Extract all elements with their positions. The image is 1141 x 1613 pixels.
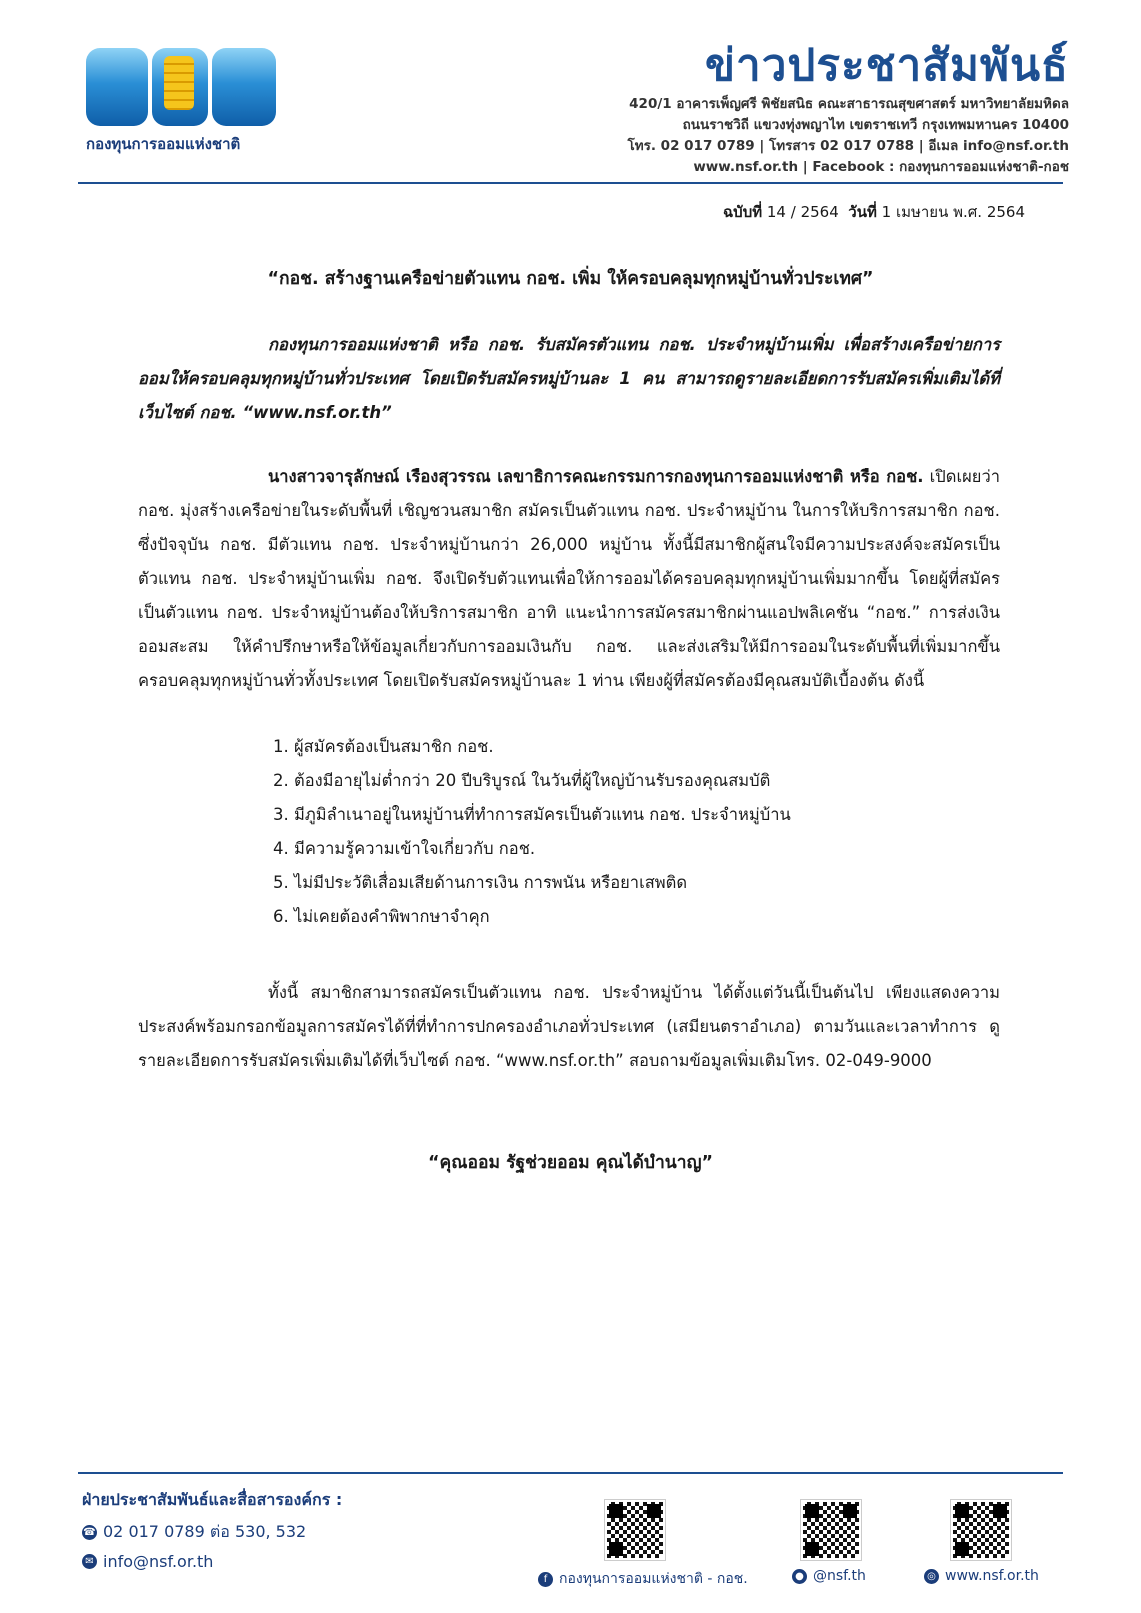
headline: “กอช. สร้างฐานเครือข่ายตัวแทน กอช. เพิ่ม ให้ครอบคลุมทุกหมู่บ้านทั่วประเทศ” xyxy=(267,269,874,289)
list-item: 5. ไม่มีประวัติเสื่อมเสียด้านการเงิน การพนัน หรือยาเสพติด xyxy=(273,873,688,892)
facebook-icon: f xyxy=(538,1572,553,1587)
issue-info xyxy=(723,200,1025,224)
issue-no-label: ฉบับที่ xyxy=(722,203,763,221)
line-caption-text: @nsf.th xyxy=(813,1568,866,1584)
issue-number: 14 / 2564 xyxy=(766,203,839,221)
issue-date: 1 เมษายน พ.ศ. 2564 xyxy=(881,203,1025,221)
list-item: 3. มีภูมิลำเนาอยู่ในหมู่บ้านที่ทำการสมัครเป็นตัวแทน กอช. ประจำหมู่บ้าน xyxy=(273,805,791,824)
nsf-logo xyxy=(86,48,286,153)
facebook-caption xyxy=(538,1568,748,1590)
web-line: www.nsf.or.th | Facebook : กองทุนการออมแห่งชาติ-กอช xyxy=(693,159,1069,175)
email-icon: ✉ xyxy=(82,1554,97,1569)
line-caption xyxy=(792,1568,866,1584)
issue-date-label: วันที่ xyxy=(848,203,877,221)
globe-icon: ◎ xyxy=(924,1569,939,1584)
list-item: 6. ไม่เคยต้องคำพิพากษาจำคุก xyxy=(273,907,490,926)
closing-paragraph: ทั้งนี้ สมาชิกสามารถสมัครเป็นตัวแทน กอช. ประจำหมู่บ้าน ได้ตั้งแต่วันนี้เป็นต้นไป เพียงแสดงความประสงค์พร้อมกรอกข้อมูลการสมัครได้ที่ที่ทำการปกครองอำเภอทั่วประเทศ (เสมียนตราอำเภอ) ตามวันและเวลาทำการ ดูรายละเอียดการรับสมัครเพิ่มเติมได้ที่เว็บไซต์ กอช. “www.nsf.or.th” สอบถามข้อมูลเพิ่มเติมโทร. 02-049-9000 xyxy=(138,983,1000,1070)
list-item: 1. ผู้สมัครต้องเป็นสมาชิก กอช. xyxy=(273,737,494,756)
qualification-list xyxy=(273,730,791,934)
list-item: 4. มีความรู้ความเข้าใจเกี่ยวกับ กอช. xyxy=(273,839,536,858)
header-divider xyxy=(78,182,1063,184)
line-icon: ● xyxy=(792,1569,807,1584)
lead-paragraph: กองทุนการออมแห่งชาติ หรือ กอช. รับสมัครตัวแทน กอช. ประจำหมู่บ้านเพิ่ม เพื่อสร้างเครือข่ายการออมให้ครอบคลุมทุกหมู่บ้านทั่วประเทศ โดยเปิดรับสมัครหมู่บ้านละ 1 คน สามารถดูรายละเอียดการรับสมัครเพิ่มเติมได้ที่เว็บไซต์ กอช. “www.nsf.or.th” xyxy=(138,335,1000,422)
address-line-2: ถนนราชวิถี แขวงทุ่งพญาไท เขตราชเทวี กรุงเทพมหานคร 10400 xyxy=(682,117,1069,133)
footer-divider xyxy=(78,1472,1063,1474)
slogan: “คุณออม รัฐช่วยออม คุณได้บำนาญ” xyxy=(428,1153,713,1173)
contact-line: โทร. 02 017 0789 | โทรสาร 02 017 0788 | อีเมล info@nsf.or.th xyxy=(627,138,1069,154)
qr-code-facebook[interactable] xyxy=(605,1500,665,1560)
footer-email-text[interactable]: info@nsf.or.th xyxy=(103,1552,214,1571)
footer-title: ฝ่ายประชาสัมพันธ์และสื่อสารองค์กร : xyxy=(82,1490,343,1509)
qr-code-line[interactable] xyxy=(801,1500,861,1560)
logo-mark-icon xyxy=(86,48,276,126)
body-text: เปิดเผยว่า กอช. มุ่งสร้างเครือข่ายในระดับพื้นที่ เชิญชวนสมาชิก สมัครเป็นตัวแทน กอช. ประจำหมู่บ้าน ในการให้บริการสมาชิก กอช. ซึ่งปัจจุบัน กอช. มีตัวแทน กอช. ประจำหมู่บ้านกว่า 26,000 หมู่บ้าน ทั้งนี้มีสมาชิกผู้สนใจมีความประสงค์จะสมัครเป็นตัวแทน กอช. ประจำหมู่บ้านเพิ่ม กอช. จึงเปิดรับตัวแทนเพื่อให้การออมได้ครอบคลุมทุกหมู่บ้านเพิ่มมากขึ้น โดยผู้ที่สมัครเป็นตัวแทน กอช. ประจำหมู่บ้านต้องให้บริการสมาชิก อาทิ แนะนำการสมัครสมาชิกผ่านแอปพลิเคชัน “กอช.” การส่งเงินออมสะสม ให้คำปรึกษาหรือให้ข้อมูลเกี่ยวกับการออมเงินกับ กอช. และส่งเสริมให้มีการออมในระดับพื้นที่เพิ่มมากขึ้นครอบคลุมทุกหมู่บ้านทั่วทั้งประเทศ โดยเปิดรับสมัครหมู่บ้านละ 1 ท่าน เพียงผู้ที่สมัครต้องมีคุณสมบัติเบื้องต้น ดังนี้ xyxy=(138,467,1000,690)
phone-icon: ☎ xyxy=(83,1527,96,1538)
speaker: นางสาวจารุลักษณ์ เรืองสุวรรณ เลขาธิการคณะกรรมการกองทุนการออมแห่งชาติ หรือ กอช. xyxy=(268,467,924,486)
footer-phone-text: 02 017 0789 ต่อ 530, 532 xyxy=(103,1522,307,1541)
website-caption xyxy=(924,1568,1039,1584)
list-item: 2. ต้องมีอายุไม่ต่ำกว่า 20 ปีบริบูรณ์ ในวันที่ผู้ใหญ่บ้านรับรองคุณสมบัติ xyxy=(273,771,771,790)
body-paragraph xyxy=(138,460,1000,698)
website-caption-text: www.nsf.or.th xyxy=(945,1568,1039,1584)
press-release-title: ข่าวประชาสัมพันธ์ xyxy=(704,40,1069,91)
address-line-1: 420/1 อาคารเพ็ญศรี พิชัยสนิธ คณะสาธารณสุขศาสตร์ มหาวิทยาลัยมหิดล xyxy=(629,96,1069,112)
logo-text: กองทุนการออมแห่งชาติ xyxy=(86,135,241,153)
facebook-caption-text: กองทุนการออมแห่งชาติ - กอช. xyxy=(559,1571,748,1587)
footer-phone xyxy=(82,1520,306,1545)
footer-email[interactable] xyxy=(82,1552,213,1571)
qr-code-website[interactable] xyxy=(951,1500,1011,1560)
